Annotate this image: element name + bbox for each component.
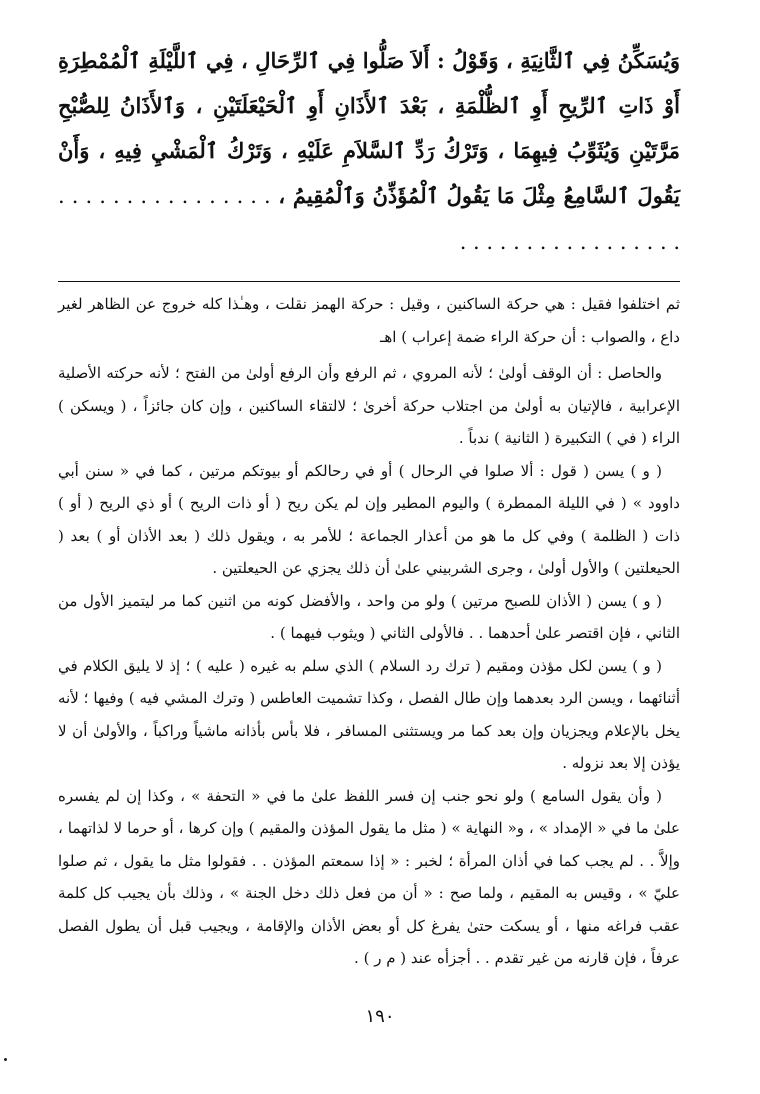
scan-speck bbox=[4, 1058, 7, 1061]
matn-text bbox=[58, 38, 680, 265]
commentary-paragraph-1: والحاصل : أن الوقف أولىٰ ؛ لأنه المروي ، ثم الرفع وأن الرفع أولىٰ من الفتح ؛ لأنه حركته الأصلية الإعرابية ، فالإتيان به أولىٰ من اجتلاب حركة أخرىٰ ؛ لالتقاء الساكنين ، وإن كان جائزاً ، ( ويسكن ) الراء ( في ) التكبيرة ( الثانية ) ندباً . bbox=[58, 364, 680, 447]
matn-leader-dots: . . . . . . . . . . . . . . . . . . . . . . . . . . . . . . . . . bbox=[58, 184, 680, 254]
commentary-paragraph-2: ( و ) يسن ( قول : ألا صلوا في الرحال ) أو في رحالكم أو بيوتكم مرتين ، كما في « سنن أبي داوود » ( في الليلة الممطرة ) واليوم المطير وإن لم يكن ريح ( أو ذات الريح ) أو ذي الريح ( أو ) ذات ( الظلمة ) وفي كل ما هو من أعذار الجماعة ؛ للأمر به ، ويقول ذلك ( بعد الأذان أو ) بعد ( الحيعلتين ) والأول أولىٰ ، وجرى الشربيني علىٰ أن ذلك يجزي عن الحيعلتين . bbox=[58, 461, 680, 577]
page-number: ١٩٠ bbox=[365, 1006, 395, 1027]
commentary bbox=[58, 288, 680, 975]
page-body bbox=[58, 38, 680, 975]
commentary-paragraph-5: ( وأن يقول السامع ) ولو نحو جنب إن فسر اللفظ علىٰ ما في « التحفة » ، وكذا إن لم يفسره علىٰ ما في « الإمداد » ، و« النهاية » ( مثل ما يقول المؤذن والمقيم ) وإن كرها ، أو حرما لا لذاتهما ، وإلاَّ . . لم يجب كما في أذان المرأة ؛ لخبر : « إذا سمعتم المؤذن . . فقولوا مثل ما يقول ، ثم صلوا عليّ » ، وقيس به المقيم ، ولما صح : « أن من فعل ذلك دخل الجنة » ، وذلك بأن يجيب كل كلمة عقب فراغه منها ، أو يسكت حتىٰ يفرغ كل أو بعض الأذان والإقامة ، ويجيب قبل أن يطول الفصل عرفاً ، فإن قارنه من غير تقدم . . أجزأه عند ( م ر ) . bbox=[58, 786, 680, 967]
commentary-paragraph-4: ( و ) يسن لكل مؤذن ومقيم ( ترك رد السلام ) الذي سلم به غيره ( عليه ) ؛ إذ لا يليق الكلام في أثنائهما ، ويسن الرد بعدهما وإن طال الفصل ، وكذا تشميت العاطس ( وترك المشي فيه ) وفيها ؛ لأنه يخل بالإعلام ويجزيان وإن بعد كما مر ويستثنى المسافر ، فلا بأس بأذانه ماشياً وراكباً ، والأولىٰ أن لا يؤذن إلا بعد نزوله . bbox=[58, 656, 680, 772]
separator-rule bbox=[58, 281, 680, 282]
commentary-intro: ثم اختلفوا فقيل : هي حركة الساكنين ، وقيل : حركة الهمز نقلت ، وهـٰذا كله خروج عن الظاهر لغير داع ، والصواب : أن حركة الراء ضمة إعراب ) اهـ bbox=[58, 295, 680, 346]
matn-body: وَيُسَكِّنُ فِي ٱلثَّانِيَةِ ، وَقَوْلُ : أَلاَ صَلُّوا فِي ٱلرِّحَالِ ، فِي ٱللَّيْلَةِ ٱلْمُمْطِرَةِ أَوْ ذَاتِ ٱلرِّيحِ أَوِ ٱلظُّلْمَةِ ، بَعْدَ ٱلأَذَانِ أَوِ ٱلْحَيْعَلَتَيْنِ ، وَٱلأَذَانُ لِلصُّبْحِ مَرَّتَيْنِ وَيُثَوِّبُ فِيهِمَا ، وَتَرْكُ رَدِّ ٱلسَّلاَمِ عَلَيْهِ ، وَتَرْكُ ٱلْمَشْيِ فِيهِ ، وَأَنْ يَقُولَ ٱلسَّامِعُ مِثْلَ مَا يَقُولُ ٱلْمُؤَذِّنُ وَٱلْمُقِيمُ ، bbox=[58, 48, 681, 208]
commentary-paragraph-3: ( و ) يسن ( الأذان للصبح مرتين ) ولو من واحد ، والأفضل كونه من اثنين كما مر ليتميز الأول من الثاني ، فإن اقتصر علىٰ أحدهما . . فالأولى الثاني ( ويثوب فيهما ) . bbox=[58, 591, 680, 642]
